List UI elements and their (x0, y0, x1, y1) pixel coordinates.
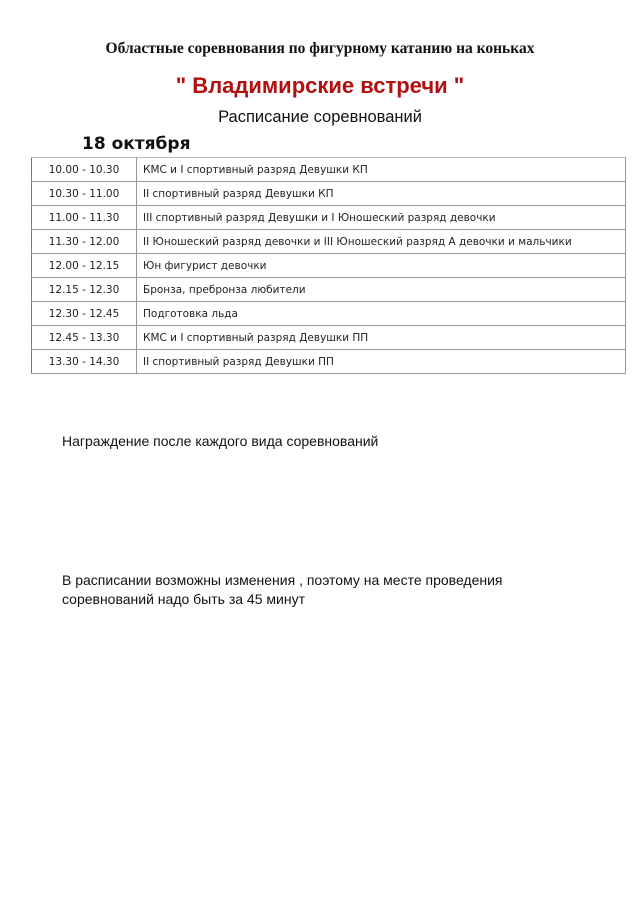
description-cell: II Юношеский разряд девочки и III Юношеский разряд А девочки и мальчики (137, 230, 626, 254)
description-cell: II спортивный разряд Девушки КП (137, 182, 626, 206)
time-cell: 12.15 - 12.30 (32, 278, 137, 302)
schedule-changes-note: В расписании возможны изменения , поэтому на месте проведения соревнований надо быть за 45 минут (62, 572, 503, 607)
awards-note: Награждение после каждого вида соревнований (62, 433, 379, 449)
table-row (32, 230, 626, 254)
table-row (32, 182, 626, 206)
description-cell: КМС и I спортивный разряд Девушки КП (137, 158, 626, 182)
table-row (32, 206, 626, 230)
time-cell: 12.30 - 12.45 (32, 302, 137, 326)
time-cell: 11.00 - 11.30 (32, 206, 137, 230)
organization-title: Областные соревнования по фигурному катанию на коньках (105, 40, 535, 57)
description-cell: II спортивный разряд Девушки ПП (137, 350, 626, 374)
schedule-subtitle: Расписание соревнований (218, 108, 422, 126)
event-title: " Владимирские встречи " (175, 73, 465, 98)
table-row (32, 302, 626, 326)
table-row (32, 350, 626, 374)
description-cell: Подготовка льда (137, 302, 626, 326)
description-cell: КМС и I спортивный разряд Девушки ПП (137, 326, 626, 350)
table-row (32, 254, 626, 278)
time-cell: 13.30 - 14.30 (32, 350, 137, 374)
time-cell: 12.00 - 12.15 (32, 254, 137, 278)
table-row (32, 326, 626, 350)
schedule-date: 18 октября (82, 134, 191, 154)
time-cell: 11.30 - 12.00 (32, 230, 137, 254)
time-cell: 10.00 - 10.30 (32, 158, 137, 182)
schedule-table (31, 157, 626, 374)
time-cell: 12.45 - 13.30 (32, 326, 137, 350)
description-cell: Юн фигурист девочки (137, 254, 626, 278)
description-cell: Бронза, пребронза любители (137, 278, 626, 302)
table-row (32, 158, 626, 182)
table-row (32, 278, 626, 302)
description-cell: III спортивный разряд Девушки и I Юношеский разряд девочки (137, 206, 626, 230)
time-cell: 10.30 - 11.00 (32, 182, 137, 206)
